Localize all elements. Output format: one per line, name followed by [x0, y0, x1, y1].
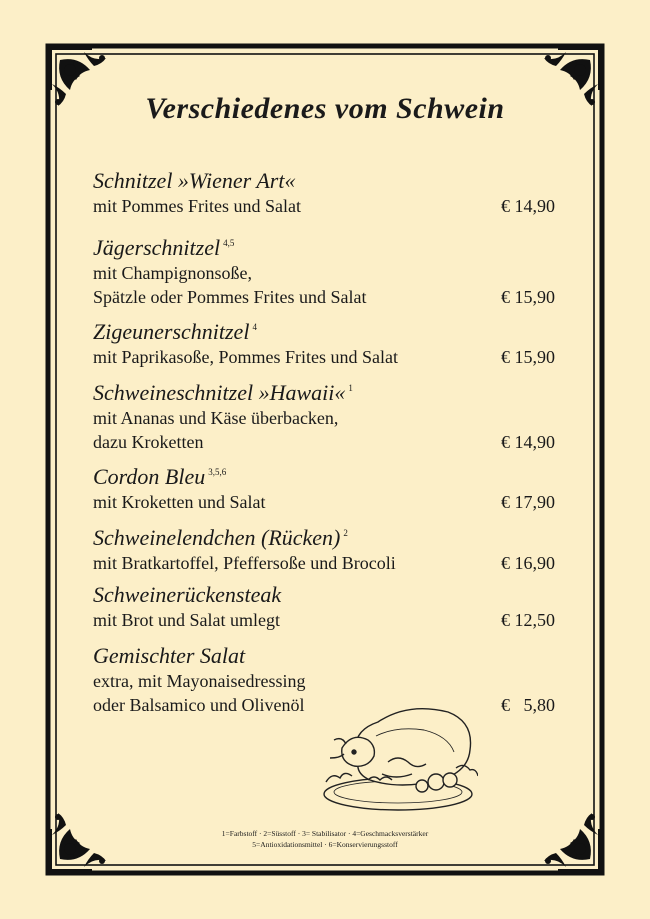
- dish-name: [93, 582, 555, 608]
- dish-price: [501, 430, 555, 454]
- dish-name-text: Jägerschnitzel: [93, 235, 221, 260]
- dish-description: [93, 608, 555, 632]
- price-amount: 14,90: [514, 432, 555, 452]
- price-amount: 16,90: [514, 553, 555, 573]
- price-amount: 14,90: [514, 196, 555, 216]
- dish-price: [501, 608, 555, 632]
- currency-symbol: €: [501, 492, 510, 512]
- additive-footnote-ref: 3,5,6: [208, 467, 227, 477]
- dish-name-text: Schweinerückensteak: [93, 582, 282, 607]
- menu-item: [93, 459, 555, 514]
- price-amount: 12,50: [514, 610, 555, 630]
- additive-footnote-ref: 4: [252, 322, 257, 332]
- roast-pig-illustration: [318, 702, 478, 814]
- description-line: Spätzle oder Pommes Frites und Salat: [93, 287, 367, 307]
- dish-description: [93, 261, 555, 309]
- description-line: mit Kroketten und Salat: [93, 492, 266, 512]
- currency-symbol: €: [501, 432, 510, 452]
- dish-name: [93, 230, 555, 261]
- dish-description: [93, 345, 555, 369]
- menu-item: [93, 230, 555, 309]
- description-line: mit Bratkartoffel, Pfeffersoße und Brocoli: [93, 553, 396, 573]
- additive-footnote-ref: 4,5: [223, 238, 235, 248]
- price-amount: 5,80: [514, 695, 555, 715]
- price-amount: 17,90: [514, 492, 555, 512]
- dish-name: [93, 375, 555, 406]
- footnote-line-1: 1=Farbstoff · 2=Süsstoff · 3= Stabilisator · 4=Geschmacksverstärker: [221, 829, 429, 838]
- description-line: mit Paprikasoße, Pommes Frites und Salat: [93, 347, 398, 367]
- currency-symbol: €: [501, 347, 510, 367]
- currency-symbol: €: [501, 553, 510, 573]
- dish-name-text: Schweinelendchen (Rücken): [93, 525, 341, 550]
- price-amount: 15,90: [514, 347, 555, 367]
- menu-item: [93, 375, 555, 454]
- dish-name: [93, 520, 555, 551]
- description-line: mit Ananas und Käse überbacken,: [93, 408, 339, 428]
- description-line: mit Champignonsoße,: [93, 263, 252, 283]
- dish-price: [501, 285, 555, 309]
- menu-item: [93, 582, 555, 632]
- dish-name-text: Cordon Bleu: [93, 464, 206, 489]
- dish-price: [501, 551, 555, 575]
- dish-description: [93, 194, 555, 218]
- menu-item: [93, 314, 555, 369]
- dish-description: [93, 490, 555, 514]
- dish-price: [501, 345, 555, 369]
- currency-symbol: €: [501, 196, 510, 216]
- currency-symbol: €: [501, 695, 510, 715]
- currency-symbol: €: [501, 610, 510, 630]
- dish-name-text: Schnitzel »Wiener Art«: [93, 168, 296, 193]
- dish-description: [93, 406, 555, 454]
- footnote-line-2: 5=Antioxidationsmittel · 6=Konservierungsstoff: [252, 840, 398, 849]
- additive-footnote-ref: 2: [343, 528, 348, 538]
- dish-name: [93, 643, 555, 669]
- dish-name-text: Schweineschnitzel »Hawaii«: [93, 380, 346, 405]
- currency-symbol: €: [501, 287, 510, 307]
- price-amount: 15,90: [514, 287, 555, 307]
- dish-name: [93, 314, 555, 345]
- dish-price: [501, 194, 555, 218]
- description-line: dazu Kroketten: [93, 432, 204, 452]
- menu-item: [93, 168, 555, 218]
- page-title: Verschiedenes vom Schwein: [145, 92, 505, 125]
- dish-name-text: Zigeunerschnitzel: [93, 319, 250, 344]
- description-line: mit Pommes Frites und Salat: [93, 196, 302, 216]
- dish-name: [93, 168, 555, 194]
- dish-description: [93, 551, 555, 575]
- additive-footnote-ref: 1: [348, 383, 353, 393]
- dish-price: [501, 490, 555, 514]
- dish-name: [93, 459, 555, 490]
- menu-item: [93, 520, 555, 575]
- description-line: mit Brot und Salat umlegt: [93, 610, 280, 630]
- dish-price: [501, 693, 555, 717]
- dish-name-text: Gemischter Salat: [93, 643, 246, 668]
- description-line: oder Balsamico und Olivenöl: [93, 695, 305, 715]
- description-line: extra, mit Mayonaisedressing: [93, 671, 306, 691]
